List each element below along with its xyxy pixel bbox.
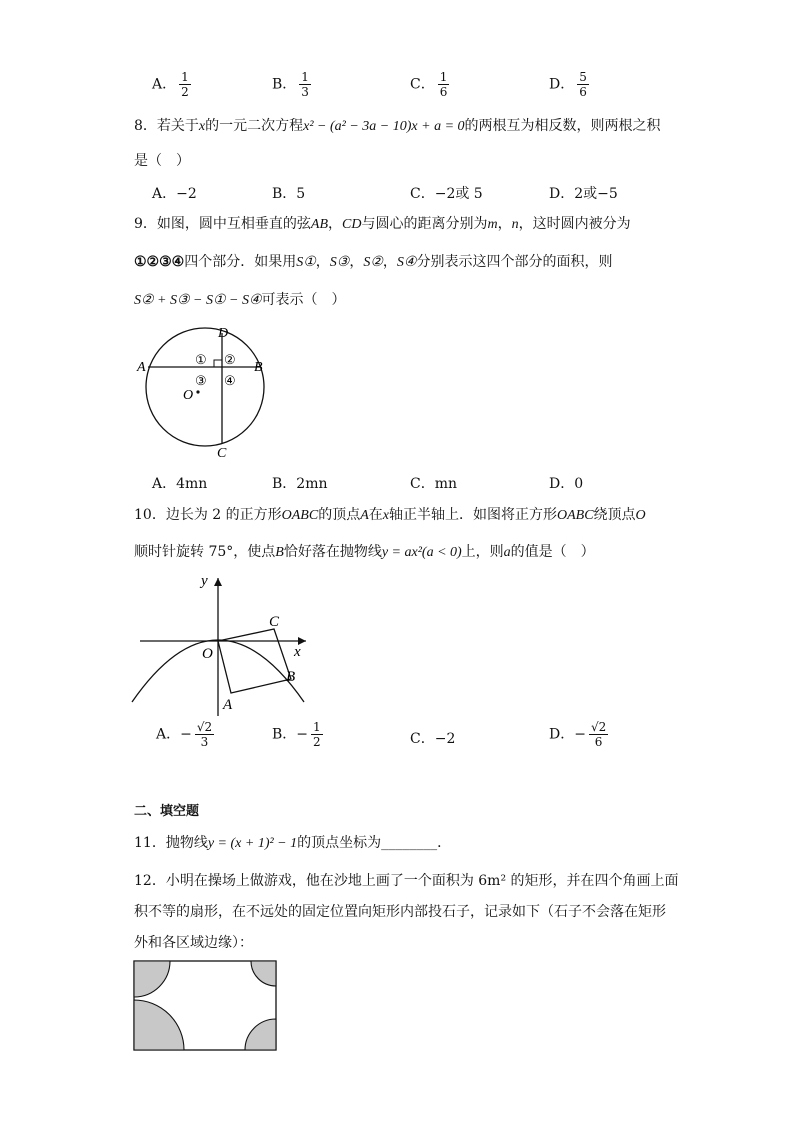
q12-stem-line3: 外和各区域边缘）： bbox=[134, 935, 253, 951]
q8-option-a: A．−2 bbox=[152, 186, 197, 202]
q9-stem-line1: 9．如图，圆中互相垂直的弦AB，CD与圆心的距离分别为m，n，这时圆内被分为 bbox=[134, 216, 631, 232]
q7-option-c: C． $\frac{1}{6}$ bbox=[410, 70, 448, 99]
q9-label-a: A bbox=[137, 360, 146, 375]
q7-option-d: D． $\frac{5}{6}$ bbox=[549, 70, 587, 99]
q9-option-d: D．0 bbox=[549, 476, 584, 492]
q10-label-x: x bbox=[294, 644, 301, 660]
q9-label-b: B bbox=[254, 360, 263, 375]
q9-label-o: O bbox=[183, 388, 194, 403]
q10-stem-line1: 10．边长为 2 的正方形OABC的顶点A在x轴正半轴上．如图将正方形OABC绕顶点O bbox=[134, 507, 646, 523]
q9-region-2: ② bbox=[224, 352, 236, 367]
q7-option-a: A． $\frac{1}{2}$ bbox=[152, 70, 189, 99]
q9-option-a: A．4mn bbox=[152, 476, 208, 492]
q9-stem-line3: S② + S③ − S① − S④可表示（ ） bbox=[134, 292, 346, 308]
q7-option-b: B． $\frac{1}{3}$ bbox=[272, 70, 309, 99]
q8-option-c: C．−2或 5 bbox=[410, 186, 483, 202]
q9-label-c: C bbox=[217, 446, 227, 461]
q9-region-1: ① bbox=[195, 352, 207, 367]
q12-rectangle-figure bbox=[133, 960, 279, 1053]
q10-label-a: A bbox=[223, 697, 233, 713]
q10-label-b: B bbox=[286, 669, 296, 685]
section-title: 二、填空题 bbox=[134, 804, 200, 819]
q12-stem-line1: 12．小明在操场上做游戏，他在沙地上画了一个面积为 6m² 的矩形，并在四个角画上面 bbox=[134, 873, 679, 889]
q9-region-4: ④ bbox=[224, 373, 236, 388]
q9-stem-line2: ①②③④四个部分．如果用S①，S③，S②，S④分别表示这四个部分的面积，则 bbox=[134, 254, 613, 270]
q10-label-o: O bbox=[202, 646, 213, 662]
q8-option-b: B．5 bbox=[272, 186, 306, 202]
q9-option-c: C．mn bbox=[410, 476, 458, 492]
q10-option-b: B．− $\frac{1}{2}$ bbox=[272, 720, 321, 749]
q10-stem-line2: 顺时针旋转 75°，使点B恰好落在抛物线y = ax²(a < 0)上，则a的值是（ ） bbox=[134, 544, 595, 560]
q10-option-c: C．−2 bbox=[410, 731, 456, 747]
q8-option-d: D．2或−5 bbox=[549, 186, 618, 202]
q12-stem-line2: 积不等的扇形，在不远处的固定位置向矩形内部投石子，记录如下（石子不会落在矩形 bbox=[134, 904, 666, 920]
q9-circle-figure bbox=[130, 322, 270, 462]
q9-label-d: D bbox=[218, 326, 229, 341]
q10-parabola-figure bbox=[128, 568, 318, 718]
q8-stem-line1: 8．若关于x的一元二次方程x² − (a² − 3a − 10)x + a = 0的两根互为相反数，则两根之积 bbox=[134, 118, 661, 134]
q9-option-b: B．2mn bbox=[272, 476, 328, 492]
q9-region-3: ③ bbox=[195, 373, 207, 388]
q10-option-a: A．− $\frac{√2}{3}$ bbox=[156, 720, 213, 749]
q11-stem: 11．抛物线y = (x + 1)² − 1的顶点坐标为________． bbox=[134, 835, 452, 851]
q10-label-y: y bbox=[201, 573, 208, 589]
q8-stem-line2: 是（ ） bbox=[134, 153, 190, 169]
q10-option-d: D．− $\frac{√2}{6}$ bbox=[549, 720, 607, 749]
q10-label-c: C bbox=[269, 614, 280, 630]
